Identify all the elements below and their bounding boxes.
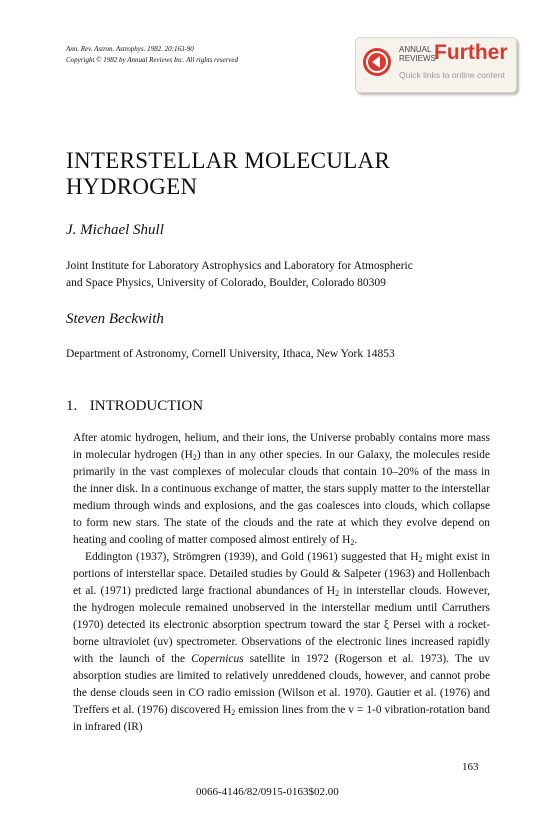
- p2-text-2: might exist in portions of interstellar space. Detailed studies by Gould & Salpeter (1963) and Hollenbach et al. (1971) predicted large fractional abundances of H: [73, 551, 490, 597]
- affiliation-2: Department of Astronomy, Cornell University, Ithaca, New York 14853: [66, 348, 395, 360]
- affiliation-1: [66, 258, 506, 292]
- paragraph-2: [73, 549, 490, 736]
- paragraph-1: [73, 430, 490, 549]
- p2-text-3: in interstellar clouds. However, the hydrogen molecule remained unobserved in the interstellar medium until Carruthers (1970) detected its electronic absorption spectrum toward the star ξ Persei with a rocket-borne ultraviolet (uv) spectrometer. Observations of the electronic lines increased rapidly with the launch of the: [73, 585, 491, 665]
- title-line-2: HYDROGEN: [66, 174, 198, 199]
- p2-text-5: emission lines from the v = 1-0 vibration-rotation band in infrared (IR): [73, 704, 490, 733]
- logo-reviews-text: REVIEWS: [399, 54, 436, 63]
- p1-subscript-2: 2: [350, 538, 355, 547]
- affiliation-1-line-1: Joint Institute for Laboratory Astrophysics and Laboratory for Atmospheric: [66, 260, 413, 272]
- p2-subscript-2: 2: [335, 589, 340, 598]
- article-title: [66, 148, 486, 200]
- title-line-1: INTERSTELLAR MOLECULAR: [66, 148, 391, 173]
- section-title: INTRODUCTION: [89, 398, 204, 414]
- author-2: Steven Beckwith: [66, 311, 164, 327]
- section-heading: [66, 398, 203, 415]
- author-1: J. Michael Shull: [66, 222, 164, 238]
- section-number: 1.: [66, 398, 78, 414]
- p2-text-1: Eddington (1937), Strömgren (1939), and Gold (1961) suggested that H: [85, 551, 419, 563]
- p1-subscript-1: 2: [192, 453, 197, 462]
- article-body: [73, 430, 490, 736]
- p1-text-2: ) than in any other species. In our Galaxy, the molecules reside primarily in the vast complexes of molecular clouds that contain 10–20% of the mass in the inner disk. In a continuous exchange of matter, the stars supply matter to the interstellar medium through winds and explosions, and the gas coalesces into clouds, which collapse to form new stars. The state of the clouds and the rate at which they evolve depend on heating and cooling of matter composed almost entirely of H: [73, 449, 490, 546]
- citation-line-2: Copyright © 1982 by Annual Reviews Inc. All rights reserved: [66, 56, 238, 64]
- affiliation-1-line-2: and Space Physics, University of Colorado, Boulder, Colorado 80309: [66, 277, 386, 289]
- logo-annual-text: ANNUAL: [399, 45, 432, 54]
- annual-reviews-further-link[interactable]: [355, 37, 517, 93]
- p2-text-4: satellite in 1972 (Rogerson et al. 1973). The uv absorption studies are limited to relatively unreddened clouds, however, and cannot probe the dense clouds seen in CO radio emission (Wilson et al. 1970). Gautier et al. (1976) and Treffers et al. (1976) discovered H: [73, 653, 490, 716]
- p2-italic-copernicus: Copernicus: [191, 653, 244, 665]
- p2-subscript-1: 2: [418, 555, 423, 564]
- journal-citation: [66, 44, 238, 66]
- citation-line-1: Ann. Rev. Astron. Astrophys. 1982. 20:163-90: [66, 45, 194, 53]
- p1-text-1: After atomic hydrogen, helium, and their ions, the Universe probably contains more mass in molecular hydrogen (H: [73, 432, 490, 461]
- further-tagline: Quick links to online content: [399, 70, 505, 80]
- article-code: 0066-4146/82/0915-0163$02.00: [196, 786, 339, 798]
- annual-reviews-logo-icon: [363, 48, 391, 76]
- logo-further-text: Further: [434, 41, 508, 64]
- p2-subscript-3: 2: [231, 708, 236, 717]
- p1-text-3: .: [354, 534, 358, 546]
- page-number: 163: [462, 761, 479, 773]
